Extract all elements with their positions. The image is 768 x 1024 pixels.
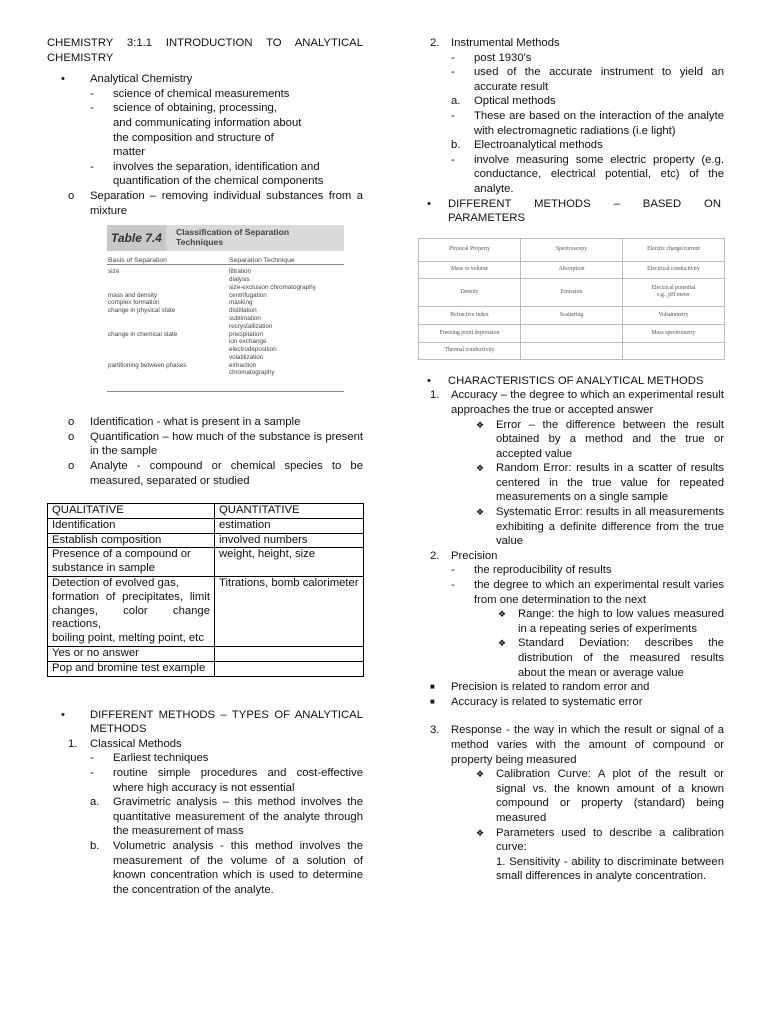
bullet-params-heading: • DIFFERENT METHODS – BASED ON PARAMETERS [427,197,721,225]
bullet-identification: o Identification - what is present in a sample [47,415,363,430]
dash-icon: - [90,102,94,115]
left-column [47,36,363,897]
parameters-figure [418,238,725,360]
diamond-bullet-icon: ❖ [476,507,485,518]
dash-icon: - [451,153,455,166]
table-row: Pop and bromine test example [48,661,364,676]
circle-bullet-icon: o [68,189,75,202]
numbered-response: 3. Response - the way in which the result or signal of a method varies with the amount of compound or property being measured [430,724,724,766]
figure-col-basis: Basis of Separation [108,257,167,265]
table-row: Detection of evolved gas, formation of precipitates, limit changes, color change reactions, boiling point, melting point, etc Titrations, bomb calorimeter [48,577,364,647]
numbered-classical: 1. Classical Methods [68,737,182,750]
circle-bullet-icon: o [68,430,75,443]
figure-tag: Table 7.4 [107,225,166,251]
circle-bullet-icon: o [68,459,75,472]
analytical-chemistry-list: - science of chemical measurements - science of obtaining, processing, and communicating information about the composition and structure of matter - involves the separation, identification and quantification of the chemical components [90,87,324,188]
bullet-dot-icon: • [427,197,431,210]
dash-icon: - [90,752,94,765]
separation-techniques-figure [107,225,344,400]
table-row: Establish composition involved numbers [48,533,364,548]
diamond-bullet-icon: ❖ [476,769,485,780]
figure-row: Thermal conductivity [419,342,725,359]
accuracy-list: ❖ Error – the difference between the result obtained by a method and the true or accepted value ❖ Random Error: results in a scatter of results centered in the true value for repeated measurements on a single sample ❖ Systematic Error: results in all measurements exhibiting a definite difference from the true value [476,418,724,548]
precision-list: - the reproducibility of results - the degree to which an experimental result varies from one determination to the next [451,564,724,606]
bullet-analyte: o Analyte - compound or chemical species to be measured, separated or studied [47,459,363,488]
circle-bullet-icon: o [68,416,75,429]
page-title: CHEMISTRY 3:1.1 INTRODUCTION TO ANALYTICAL CHEMISTRY [47,37,363,64]
figure-row: Density Emission Electrical potential e.g., pH meter [419,278,725,306]
diamond-bullet-icon: ❖ [498,609,507,620]
figure-technique-column: filtration dialysis size-exclusion chromatography centrifugation masking distillation sublimation recrystallization precipitation ion exchange electrodeposition volatilization extraction chromatography [229,268,316,377]
figure-row: Refractive index Scattering Voltammetry [419,306,725,324]
bullet-dot-icon: • [61,708,65,721]
bullet-characteristics: • CHARACTERISTICS OF ANALYTICAL METHODS [427,374,704,387]
numbered-instrumental: 2. Instrumental Methods [430,37,560,49]
figure-caption: Classification of Separation Techniques [176,227,290,248]
diamond-bullet-icon: ❖ [476,463,485,474]
gravimetric-text: Gravimetric analysis – this method involves the quantitative measurement of the analyte through the measurement of mass [113,796,363,838]
bullet-types-heading: • DIFFERENT METHODS – TYPES OF ANALYTICAL METHODS [47,708,363,737]
sensitivity-text: 1. Sensitivity - ability to discriminate between small differences in analyte concentration. [496,855,724,883]
square-bullet-precision: ■ Precision is related to random error and [430,681,650,694]
figure-row: Mass or volume Absorption Electrical conductivity [419,261,725,278]
qualitative-quantitative-table [47,503,364,677]
figure-basis-column: size mass and density complex formation change in physical state change in chemical state partitioning between phases [108,268,187,369]
table-row: Yes or no answer [48,647,364,662]
numbered-accuracy: 1. Accuracy – the degree to which an experimental result approaches the true or accepted answer [430,389,724,416]
square-bullet-icon: ■ [430,682,435,692]
diamond-bullet-icon: ❖ [476,827,485,838]
numbered-precision: 2. Precision [430,549,498,562]
dash-icon: - [90,767,94,780]
response-list: ❖ Calibration Curve: A plot of the result or signal vs. the known amount of a known compound or property (standard) being measured ❖ Parameters used to describe a calibration curve: 1. Sensitivity - ability to discriminate between small differences in analyte concentration. [476,768,724,883]
figure-row: Freezing point depression Mass spectrometry [419,324,725,342]
bullet-separation: o Separation – removing individual substances from a mixture [47,189,363,218]
square-bullet-accuracy: ■ Accuracy is related to systematic error [430,695,643,708]
diamond-bullet-icon: ❖ [476,419,485,430]
table-row: Presence of a compound or substance in sample weight, height, size [48,548,364,577]
table-header-row: QUALITATIVE QUANTITATIVE [48,504,364,519]
figure-header-row: Physical Property Spectroscopy Electric charge/current [419,238,725,261]
bullet-analytical-chemistry: • Analytical Chemistry [47,72,363,87]
classical-list: - Earliest techniques - routine simple procedures and cost-effective where high accuracy is not essential a. Gravimetric analysis – this method involves the quantitative measurement of the analyte through the measurement of mass b. Volumetric analysis - this method involves the measurement of the volume of a solution of known concentration which is used to determine the concentration of the analyte. [90,752,363,896]
right-column [427,36,724,884]
dash-icon: - [451,51,455,64]
square-bullet-icon: ■ [430,696,435,706]
bullet-quantification: o Quantification – how much of the substance is present in the sample [47,430,363,459]
bullet-dot-icon: • [427,374,431,387]
dash-icon: - [451,109,455,122]
bullet-dot-icon: • [61,73,65,86]
instrumental-list: - post 1930's - used of the accurate instrument to yield an accurate result a. Optical methods - These are based on the interaction of the analyte with electromagnetic radiations (i.e light) b. Electroanalytical methods - involve measuring some electric property (e.g. conductance, electrical potential, etc) of the analyte. [451,51,724,195]
figure-col-technique: Separation Technique [229,257,295,265]
dash-icon: - [451,564,455,577]
dash-icon: - [451,66,455,79]
precision-sublist: ❖ Range: the high to low values measured in a repeating series of experiments ❖ Standard Deviation: describes the distribution of the measured results about the mean or average value [498,608,724,679]
dash-icon: - [451,579,455,592]
table-row: Identification estimation [48,518,364,533]
dash-icon: - [90,160,94,173]
diamond-bullet-icon: ❖ [498,638,507,649]
dash-icon: - [90,87,94,100]
volumetric-text: Volumetric analysis - this method involves the measurement of the volume of a solution of known concentration which is used to determine the concentration of the analyte. [113,840,363,896]
